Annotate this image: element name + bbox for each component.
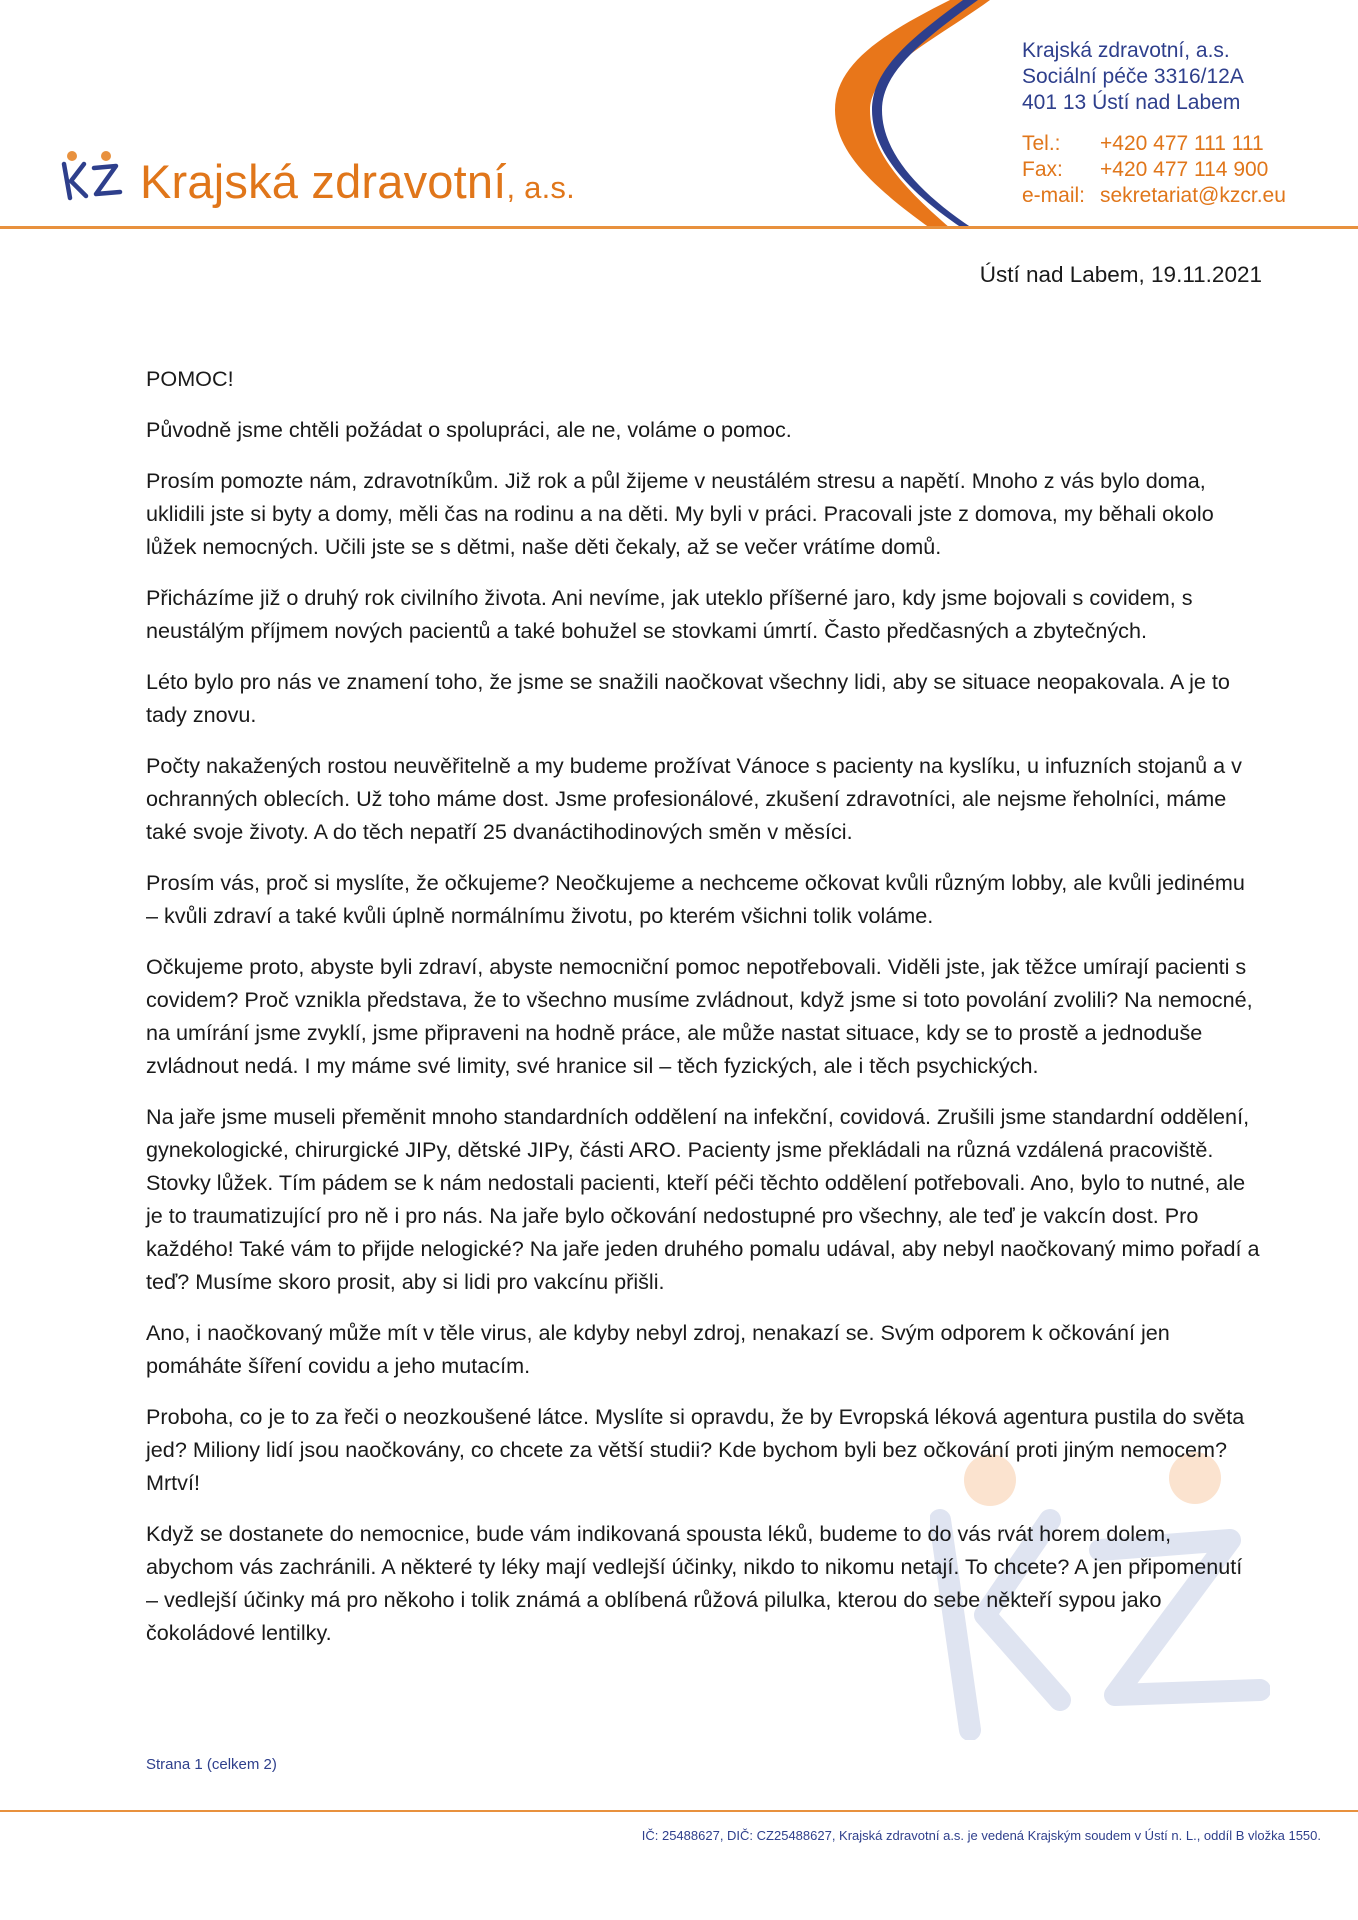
letter-body	[146, 362, 1260, 1667]
fax-value: +420 477 114 900	[1100, 158, 1269, 181]
letter-paragraph: Přicházíme již o druhý rok civilního života. Ani nevíme, jak uteklo příšerné jaro, kdy jsme bojovali s covidem, s neustálým příjmem nových pacientů a také bohužel se stovkami úmrtí. Často předčasných a zbytečných.	[146, 585, 1193, 643]
letter-paragraph: Proboha, co je to za řeči o neozkoušené látce. Myslíte si opravdu, že by Evropská léková agentura pustila do světa jed? Miliony lidí jsou naočkovány, co chcete za větší studii? Kde bychom byli bez očkování proti jiným nemocem? Mrtví!	[146, 1404, 1245, 1495]
email-label: e-mail:	[1022, 184, 1086, 207]
letter-paragraph: Prosím pomozte nám, zdravotníkům. Již rok a půl žijeme v neustálém stresu a napětí. Mnoho z vás bylo doma, uklidili jste si byty a domy, měli čas na rodinu a na děti. My byli v práci. Pracovali jste z domova, my běhali okolo lůžek nemocných. Učili jste se s dětmi, naše děti čekaly, až se večer vrátíme domů.	[146, 468, 1214, 559]
letter-paragraph: Na jaře jsme museli přeměnit mnoho standardních oddělení na infekční, covidová. Zrušili jsme standardní oddělení, gynekologické, chirurgické JIPy, dětské JIPy, části ARO. Pacienty jsme překládali na různá vzdálená pracoviště. Stovky lůžek. Tím pádem se k nám nedostali pacienti, kteří péči těchto oddělení potřebovali. Ano, bylo to nutné, ale je to traumatizující pro ně i pro nás. Na jaře bylo očkování nedostupné pro všechny, ale teď je vakcín dost. Pro každého! Také vám to přijde nelogické? Na jaře jeden druhého pomalu udával, aby nebyl naočkovaný mimo pořadí a teď? Musíme skoro prosit, aby si lidi pro vakcínu přišli.	[146, 1104, 1260, 1294]
letter-paragraph: Prosím vás, proč si myslíte, že očkujeme? Neočkujeme a nechceme očkovat kvůli různým lobby, ale kvůli jedinému – kvůli zdraví a také kvůli úplně normálnímu životu, po kterém všichni tolik voláme.	[146, 870, 1245, 928]
address-city: 401 13 Ústí nad Labem	[1022, 91, 1241, 114]
contact-row-fax	[1022, 157, 1286, 183]
footer-divider	[0, 1810, 1358, 1812]
logo-suffix: , a.s.	[506, 170, 575, 205]
letter-paragraph: Léto bylo pro nás ve znamení toho, že jsme se snažili naočkovat všechny lidi, aby se situace neopakovala. A je to tady znovu.	[146, 669, 1230, 727]
contact-row-phone	[1022, 131, 1286, 157]
letter-paragraph: Ano, i naočkovaný může mít v těle virus, ale kdyby nebyl zdroj, nenakazí se. Svým odporem k očkování jen pomáháte šíření covidu a jeho mutacím.	[146, 1320, 1170, 1378]
letter-paragraph: Počty nakažených rostou neuvěřitelně a my budeme prožívat Vánoce s pacienty na kyslíku, u infuzních stojanů a v ochranných oblecích. Už toho máme dost. Jsme profesionálové, zkušení zdravotníci, ale nejsme řeholníci, máme také svoje životy. A do těch nepatří 25 dvanáctihodinových směn v měsíci.	[146, 753, 1242, 844]
contact-details	[1022, 131, 1286, 209]
email-link[interactable]: sekretariat@kzcr.eu	[1100, 184, 1286, 207]
logo-name: Krajská zdravotní	[140, 155, 507, 208]
address-street: Sociální péče 3316/12A	[1022, 65, 1244, 88]
letter-paragraph: Očkujeme proto, abyste byli zdraví, abyste nemocniční pomoc nepotřebovali. Viděli jste, jak těžce umírají pacienti s covidem? Proč vznikla představa, že to všechno musíme zvládnout, když jsme si toto povolání zvolili? Na nemocné, na umírání jsme zvyklí, jsme připraveni na hodně práce, ale může nastat situace, kdy se to prostě a jednoduše zvládnout nedá. I my máme své limity, své hranice sil – těch fyzických, ale i těch psychických.	[146, 954, 1253, 1078]
page-number: Strana 1 (celkem 2)	[146, 1756, 277, 1773]
address-company: Krajská zdravotní, a.s.	[1022, 39, 1230, 62]
logo-wordmark	[140, 154, 575, 216]
fax-label: Fax:	[1022, 158, 1063, 181]
letter-date: Ústí nad Labem, 19.11.2021	[979, 262, 1262, 287]
letter-paragraph: Když se dostanete do nemocnice, bude vám indikovaná spousta léků, budeme to do vás rvát horem dolem, abychom vás zachránili. A některé ty léky mají vedlejší účinky, nikdo to nikomu netají. To chcete? A jen připomenutí – vedlejší účinky má pro někoho i tolik známá a oblíbená růžová pilulka, kterou do sebe někteří sypou jako čokoládové lentilky.	[146, 1521, 1243, 1645]
swoosh-orange	[835, 0, 990, 228]
company-address	[1022, 38, 1244, 116]
kz-logo-icon	[58, 148, 124, 204]
contact-row-email	[1022, 183, 1286, 209]
phone-value: +420 477 111 111	[1100, 132, 1264, 155]
letter-paragraph: Původně jsme chtěli požádat o spolupráci, ale ne, voláme o pomoc.	[146, 417, 792, 442]
header-divider	[0, 226, 1358, 229]
phone-label: Tel.:	[1022, 132, 1061, 155]
letter-salutation: POMOC!	[146, 366, 234, 391]
footer-legal-text: IČ: 25488627, DIČ: CZ25488627, Krajská zdravotní a.s. je vedená Krajským soudem v Ústí n. L., oddíl B vložka 1550.	[641, 1828, 1321, 1843]
